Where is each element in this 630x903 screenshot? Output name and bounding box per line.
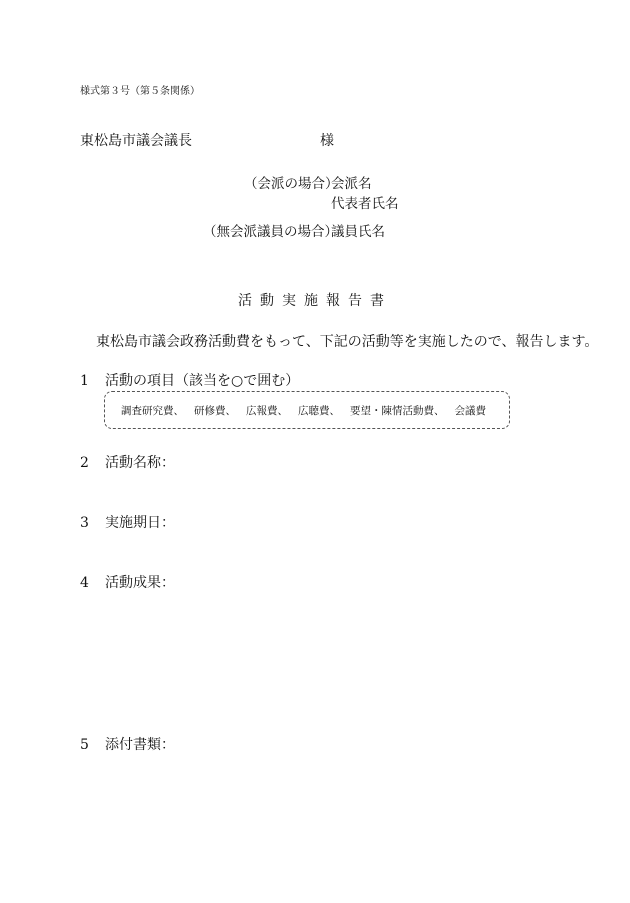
addressee: 東松島市議会議長 [80,133,192,149]
independent-case-note: （無会派議員の場合） [203,224,338,240]
document-title: 活動実施報告書 [238,293,392,309]
section-4 [80,572,175,592]
faction-case-note: （会派の場合） [244,176,339,192]
representative-label: 代表者氏名 [331,196,399,212]
section-number: 4 [80,575,89,591]
section-number: 2 [80,455,89,471]
expense-items-box [104,391,510,429]
expense-item: 広聴費、 [298,405,340,417]
section-3 [80,512,175,532]
form-number: 様式第３号（第５条関係） [80,86,200,97]
section-label: 添付書類： [105,737,175,753]
section-1 [80,370,299,390]
faction-name-label: 会派名 [331,176,372,192]
expense-item: 広報費、 [246,405,288,417]
expense-items-list [121,403,496,418]
section-number: 5 [80,737,89,753]
section-label: 活動の項目（該当を○で囲む） [105,373,300,389]
section-label: 活動名称： [105,455,175,471]
expense-item: 研修費、 [194,405,236,417]
section-label: 活動成果： [105,575,175,591]
expense-item: 要望・陳情活動費、 [350,405,445,417]
section-5 [80,734,175,754]
honorific: 様 [320,133,334,149]
section-number: 1 [80,373,89,389]
section-label: 実施期日： [105,515,175,531]
section-number: 3 [80,515,89,531]
intro-text: 東松島市議会政務活動費をもって、下記の活動等を実施したので、報告します。 [96,334,599,350]
expense-item: 会議費 [454,405,486,417]
member-name-label: 議員氏名 [331,224,385,240]
expense-item: 調査研究費、 [121,405,184,417]
section-2 [80,452,175,472]
